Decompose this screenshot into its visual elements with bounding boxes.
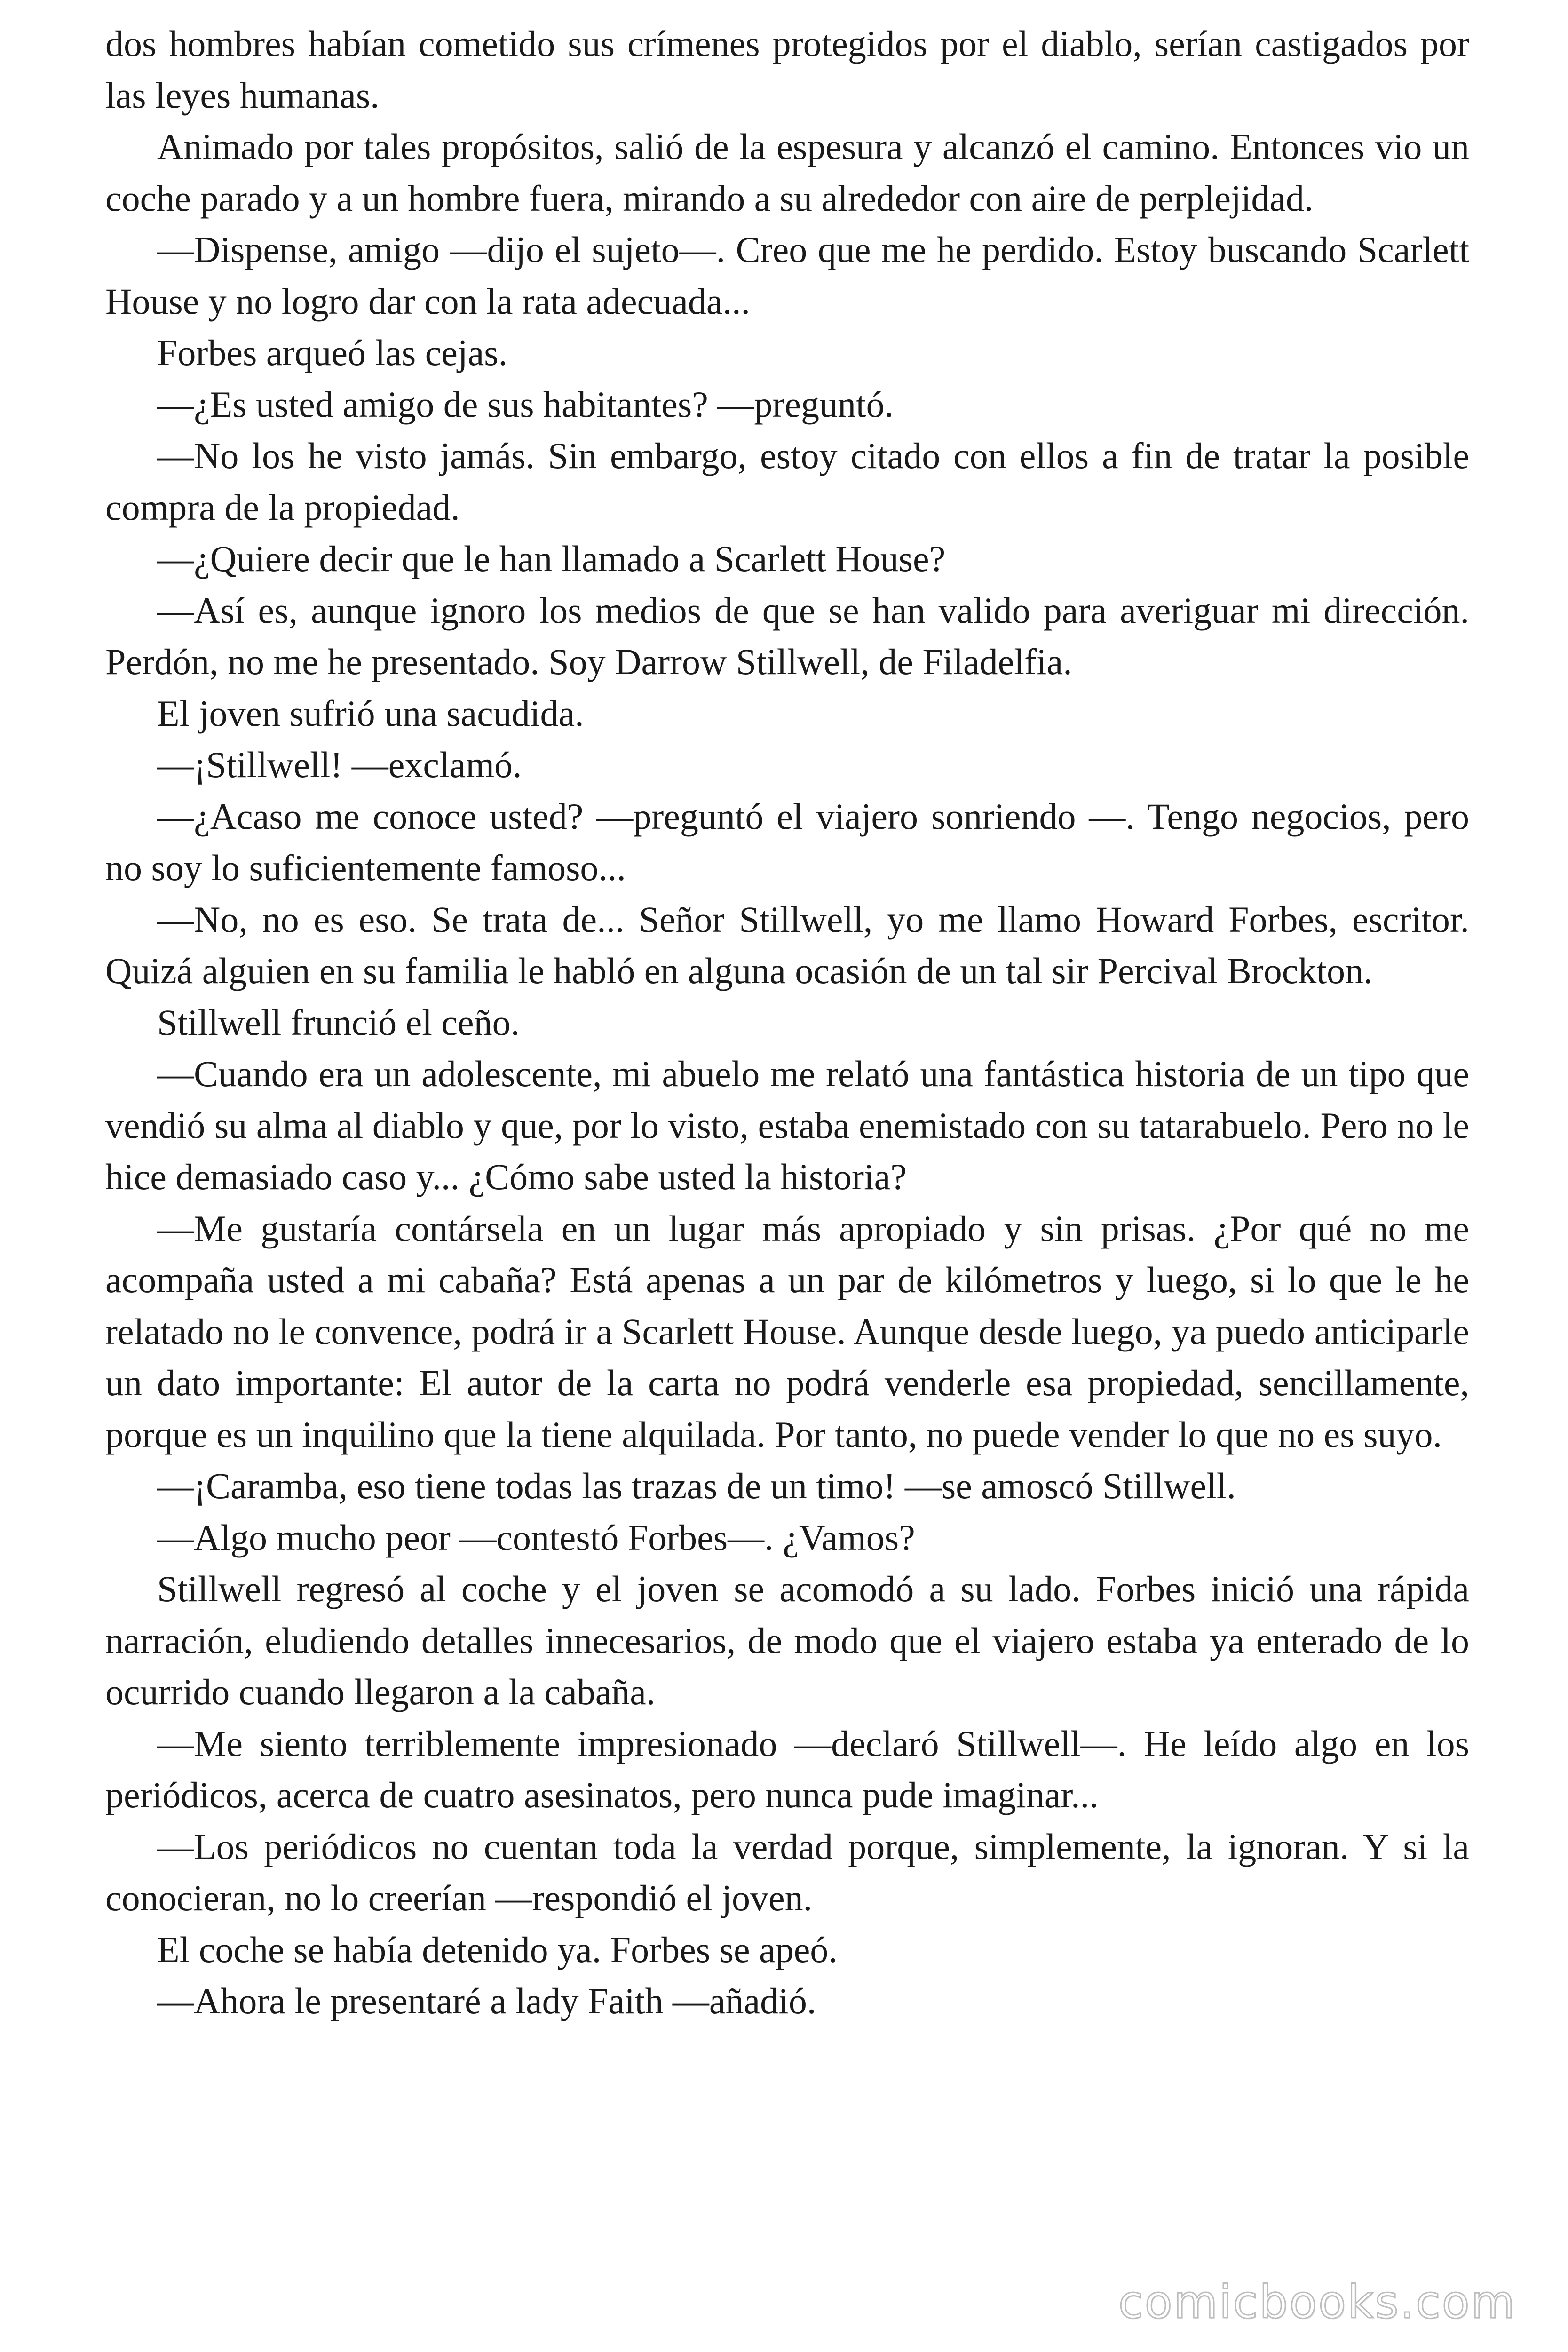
page-text: [105, 18, 1469, 2027]
paragraph: Stillwell regresó al coche y el joven se acomodó a su lado. Forbes inició una rápida narración, eludiendo detalles innecesarios, de modo que el viajero estaba ya enterado de lo ocurrido cuando llegaron a la cabaña.: [105, 1568, 1469, 1712]
paragraph: —¿Quiere decir que le han llamado a Scarlett House?: [157, 538, 946, 579]
paragraph: —No los he visto jamás. Sin embargo, estoy citado con ellos a fin de tratar la posible compra de la propiedad.: [105, 435, 1469, 528]
paragraph: Animado por tales propósitos, salió de la espesura y alcanzó el camino. Entonces vio un coche parado y a un hombre fuera, mirando a su alrededor con aire de perplejidad.: [105, 126, 1469, 219]
paragraph: —No, no es eso. Se trata de... Señor Stillwell, yo me llamo Howard Forbes, escritor. Quizá alguien en su familia le habló en alguna ocasión de un tal sir Percival Brockton.: [105, 898, 1469, 991]
paragraph: —Así es, aunque ignoro los medios de que se han valido para averiguar mi dirección. Perdón, no me he presentado. Soy Darrow Stillwell, de Filadelfia.: [105, 589, 1469, 682]
watermark: comicbooks.com: [1118, 2276, 1516, 2328]
paragraph: Stillwell frunció el ceño.: [157, 1001, 520, 1043]
paragraph: —Me siento terriblemente impresionado —declaró Stillwell—. He leído algo en los periódicos, acerca de cuatro asesinatos, pero nunca pude imaginar...: [105, 1723, 1469, 1815]
paragraph: —¿Es usted amigo de sus habitantes? —preguntó.: [157, 383, 894, 425]
paragraph: El coche se había detenido ya. Forbes se apeó.: [157, 1929, 838, 1970]
paragraph: dos hombres habían cometido sus crímenes protegidos por el diablo, serían castigados por las leyes humanas.: [105, 23, 1469, 116]
paragraph: —¿Acaso me conoce usted? —preguntó el viajero sonriendo —. Tengo negocios, pero no soy lo suficientemente famoso...: [105, 795, 1469, 888]
paragraph: —Algo mucho peor —contestó Forbes—. ¿Vamos?: [157, 1517, 915, 1558]
paragraph: —¡Caramba, eso tiene todas las trazas de un timo! —se amoscó Stillwell.: [157, 1465, 1236, 1506]
paragraph: —¡Stillwell! —exclamó.: [157, 744, 522, 785]
paragraph: —Dispense, amigo —dijo el sujeto—. Creo que me he perdido. Estoy buscando Scarlett House y no logro dar con la rata adecuada...: [105, 229, 1469, 322]
paragraph: El joven sufrió una sacudida.: [157, 692, 584, 734]
paragraph: —Ahora le presentaré a lady Faith —añadió.: [157, 1980, 816, 2021]
paragraph: —Me gustaría contársela en un lugar más apropiado y sin prisas. ¿Por qué no me acompaña usted a mi cabaña? Está apenas a un par de kilómetros y luego, si lo que le he relatado no le convence, podrá ir a Scarlett House. Aunque desde luego, ya puedo anticiparle un dato importante: El autor de la carta no podrá venderle esa propiedad, sencillamente, porque es un inquilino que la tiene alquilada. Por tanto, no puede vender lo que no es suyo.: [105, 1208, 1469, 1455]
paragraph: Forbes arqueó las cejas.: [157, 332, 508, 373]
paragraph: —Los periódicos no cuentan toda la verdad porque, simplemente, la ignoran. Y si la conocieran, no lo creerían —respondió el joven.: [105, 1826, 1469, 1918]
paragraph: —Cuando era un adolescente, mi abuelo me relató una fantástica historia de un tipo que vendió su alma al diablo y que, por lo visto, estaba enemistado con su tatarabuelo. Pero no le hice demasiado caso y... ¿Cómo sabe usted la historia?: [105, 1053, 1469, 1197]
